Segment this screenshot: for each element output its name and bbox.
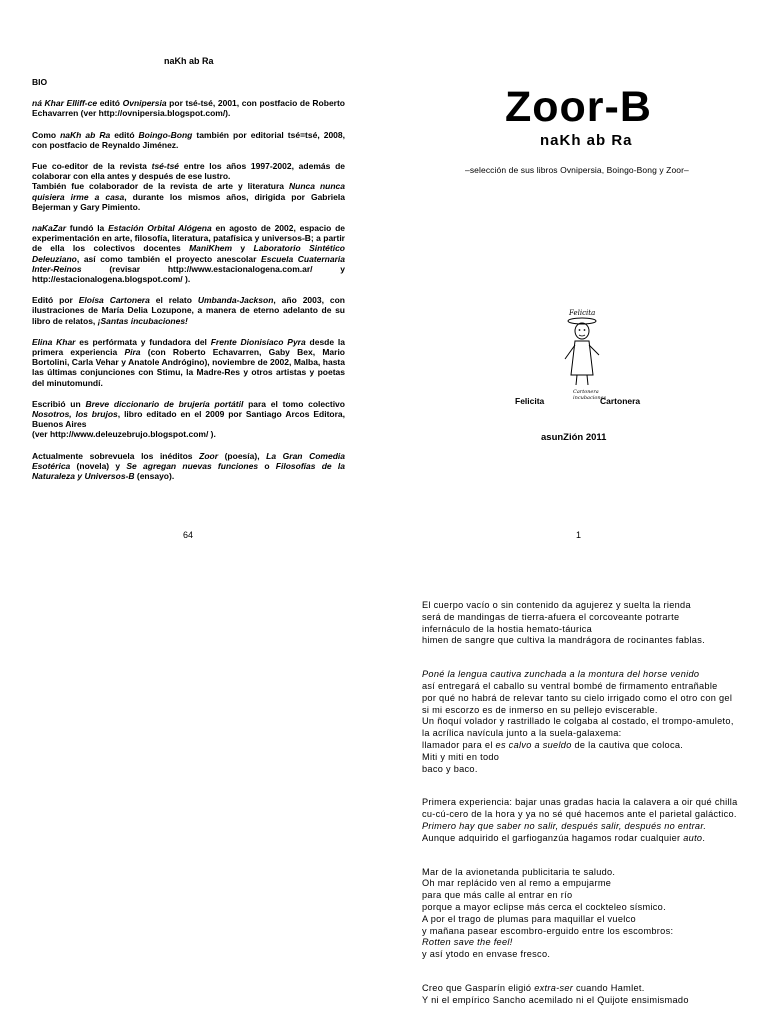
text-run: tsé-tsé [151, 161, 180, 172]
poem-section [422, 600, 762, 1029]
bio-paragraph [32, 295, 345, 326]
poem-line [422, 937, 762, 949]
text-run: fundó la [66, 223, 109, 234]
text-run: Mar de la avionetanda publicitaria te saludo. [422, 866, 616, 877]
poem-stanza [422, 669, 762, 775]
poem-line [422, 867, 762, 879]
text-run: Umbanda-Jackson [197, 295, 274, 306]
text-run: llamador para el [422, 739, 496, 750]
text-run: la acrílica navícula junto a la suela-galaxema: [422, 728, 622, 739]
text-run: Pira [124, 347, 141, 358]
poem-line [422, 693, 762, 705]
text-run: (poesía), [218, 450, 267, 461]
publisher-name-left: Felicita [515, 396, 545, 406]
text-run: Y ni el empírico Sancho acemilado ni el Quijote ensimismado [422, 994, 689, 1005]
bio-title: BIO [32, 77, 48, 87]
text-run: ManiKhem [189, 243, 233, 254]
bio-paragraphs [32, 98, 345, 481]
text-run: es calvo a sueldo [495, 739, 572, 750]
text-run: para que más calle al entrar en río [422, 890, 573, 901]
poem-stanza [422, 600, 762, 647]
text-run: Fue co-editor de la revista [32, 161, 152, 172]
bio-paragraph [32, 399, 345, 440]
text-run: (ensayo). [134, 471, 175, 482]
text-run: desde la primera experiencia [32, 336, 345, 358]
text-run: A por el trago de plumas para maquillar el vuelco [422, 913, 636, 924]
svg-text:Felicita: Felicita [569, 309, 596, 317]
poem-line [422, 949, 762, 961]
poem-line [422, 995, 762, 1007]
poem-line [422, 914, 762, 926]
text-run: auto [683, 832, 703, 843]
text-run: Miti y miti en todo [422, 751, 500, 762]
publisher-name-right: Cartonera [600, 396, 641, 406]
text-run: Zoor [199, 450, 219, 461]
text-run: ¡Santas incubaciones! [97, 315, 188, 326]
text-run: Breve diccionario de brujería portátil [85, 398, 244, 409]
text-run: y así ytodo en envase fresco. [422, 949, 551, 960]
text-run: Rotten save the feel! [422, 937, 513, 948]
poem-stanza [422, 797, 762, 844]
text-run: ná Khar Elliff-ce [32, 98, 98, 109]
poem-line [422, 728, 762, 740]
text-run: también por editorial tsé=tsé, 2008, con postfacio de Reynaldo Jiménez. [32, 129, 345, 150]
text-run: para el tomo colectivo [243, 398, 345, 409]
text-run: (revisar http://www.estacionalogena.com.ar/ y http://estacionalogena.blogspot.com/ ). [32, 263, 345, 285]
poem-line [422, 624, 762, 636]
bio-paragraph [32, 337, 345, 388]
poem-line [422, 983, 762, 995]
text-run: Escribió un [32, 398, 86, 409]
text-run: y mañana pasear escombro-erguido entre los escombros: [422, 925, 674, 936]
text-run: Elina Khar [32, 336, 76, 347]
text-run: Actualmente sobrevuela los inéditos [32, 450, 200, 461]
text-run: La Gran Comedia Esotérica [32, 450, 345, 471]
text-run: Poné la lengua cautiva zunchada a la montura del horse venido [422, 669, 700, 680]
svg-text:Cartonera: Cartonera [573, 389, 599, 395]
book-subtitle: –selección de sus libros Ovnipersia, Boingo-Bong y Zoor– [465, 165, 689, 175]
text-run: cuando Hamlet. [573, 982, 645, 993]
text-run: si mi escorzo es de inmerso en su pellejo eviscerable. [422, 704, 658, 715]
text-run: Primero hay que saber no salir, después salir, después no entrar. [422, 820, 707, 831]
text-run: y [232, 243, 254, 254]
text-run: (novela) y [70, 460, 127, 471]
text-run: , durante los mismos años, dirigida por Gabriela Bejerman y Gary Pimiento. [32, 191, 345, 212]
poem-line [422, 681, 762, 693]
text-run: Creo que Gasparín eligió [422, 982, 535, 993]
text-run: entre los años 1997-2002, además de colaborar con ella antes y después de ese lustro. [32, 161, 345, 182]
text-run: Estación Orbital Alógena [108, 223, 212, 234]
page-header: naKh ab Ra [164, 56, 214, 66]
text-run: . [702, 832, 706, 843]
text-run: Oh mar replácido ven al remo a empujarme [422, 878, 612, 889]
text-run: Editó por [32, 295, 79, 306]
text-run: porque a mayor eclipse más cerca el cockteleo sísmico. [422, 901, 666, 912]
poem-line [422, 635, 762, 647]
poem-stanza [422, 867, 762, 961]
text-run: así entregará el caballo su ventral bombé de firmamento entrañable [422, 680, 718, 691]
text-run: Aunque adquirido el garfioganzúa hagamos rodar cualquier [422, 832, 684, 843]
bio-paragraph [32, 98, 345, 118]
text-run: o [258, 460, 276, 471]
poem-stanza [422, 983, 762, 1007]
text-run: editó [97, 98, 123, 109]
text-run: editó [110, 129, 139, 140]
text-run: Escuela Cuaternaria Inter-Reinos [32, 253, 345, 274]
poem-line [422, 612, 762, 624]
poem-line [422, 705, 762, 717]
page-number-left: 64 [183, 530, 194, 540]
text-run: Un ñoquí volador y rastrillado le colgaba al costado, el trompo-amuleto, [422, 716, 734, 727]
text-run: Boingo-Bong [138, 129, 193, 140]
place-and-year: asunZión 2011 [541, 432, 607, 443]
text-run: El cuerpo vacío o sin contenido da agujerez y suelta la rienda [422, 600, 691, 610]
text-run: naKaZar [32, 223, 67, 234]
text-run: También fue colaborador de la revista de arte y literatura [32, 181, 290, 192]
text-run: Primera experiencia: bajar unas gradas hacia la calavera a oir qué chilla [422, 797, 738, 808]
text-run: baco y baco. [422, 763, 478, 774]
bio-paragraph [32, 130, 345, 150]
poem-line [422, 716, 762, 728]
text-run: es perfórmata y fundadora del [75, 336, 211, 347]
text-run: por qué no habrá de relevar tanto su cielo irrigado como el otro con gel [422, 692, 733, 703]
svg-text:incubaciones: incubaciones [573, 395, 607, 401]
text-run: extra-ser [534, 982, 574, 993]
poem-line [422, 821, 762, 833]
book-title: Zoor-B [505, 83, 652, 131]
text-run: Filosofías de la Naturaleza y Universos-B [32, 460, 346, 482]
text-run: infernáculo de la hostia hemato-táurica [422, 623, 593, 634]
poem-line [422, 752, 762, 764]
poem-line [422, 926, 762, 938]
text-run: , año 2003, con ilustraciones de María Delia Lozupone, a manera de eterno adelanto de su libro de relatos, [32, 295, 345, 326]
text-run: (ver http://www.deleuzebrujo.blogspot.com/ ). [32, 429, 216, 440]
poem-line [422, 833, 762, 845]
text-run: de la cautiva que coloca. [571, 739, 684, 750]
bio-paragraph [32, 451, 345, 482]
text-run: , así como también el proyecto anescolar [76, 253, 262, 264]
poem-line [422, 878, 762, 890]
poem-line [422, 764, 762, 776]
text-run: Laboratorio Sintético Deleuziano [32, 243, 345, 264]
bio-paragraph [32, 161, 345, 212]
text-run: Ovnipersia [122, 98, 167, 109]
text-run: , libro editado en el 2009 por Santiago Arcos Editora, Buenos Aires [32, 409, 345, 430]
poem-line [422, 890, 762, 902]
poem-line [422, 902, 762, 914]
poem-line [422, 809, 762, 821]
text-run: naKh ab Ra [60, 129, 111, 140]
text-run: himen de sangre que cultiva la mandrágora de rocinantes fablas. [422, 635, 705, 646]
text-run: el relato [149, 295, 198, 306]
text-run: Como [32, 129, 61, 140]
text-run: Frente Dionisíaco Pyra [210, 336, 306, 347]
text-run: Nunca nunca quisiera irme a casa [32, 181, 346, 202]
text-run: será de mandingas de tierra-afuera el corcoveante potrarte [422, 611, 680, 622]
poem-line [422, 600, 762, 612]
publisher-logo-illustration [555, 305, 609, 401]
text-run: Nosotros, los brujos [32, 409, 118, 420]
bio-section [32, 77, 345, 492]
text-run: por tsé-tsé, 2001, con postfacio de Roberto Echavarren (ver http://ovnipersia.blogspot.com/). [32, 98, 346, 119]
poem-line [422, 669, 762, 681]
text-run: cu-cú-cero de la hora y ya no sé qué hacemos ante el parietal galáctico. [422, 809, 737, 820]
text-run: en agosto de 2002, espacio de experimentación en arte, filosofía, literatura, patafísica y universos-B; a partir de ella los colectivos docentes [32, 223, 345, 254]
book-author: naKh ab Ra [540, 132, 633, 149]
poem-line [422, 797, 762, 809]
text-run: (con Roberto Echavarren, Gaby Bex, Mario Bortolini, Carla Vehar y Anatole Andrógino), noviembre de 2002, Malba, hasta las últimas conjunciones con Stimu, la Madre-Res y otros artistas y poetas del minutomundí. [32, 347, 345, 388]
poem-line [422, 740, 762, 752]
text-run: Eloísa Cartonera [78, 295, 150, 306]
page-number-right: 1 [576, 530, 582, 540]
text-run: Se agregan nuevas funciones [126, 460, 259, 471]
bio-paragraph [32, 223, 345, 284]
